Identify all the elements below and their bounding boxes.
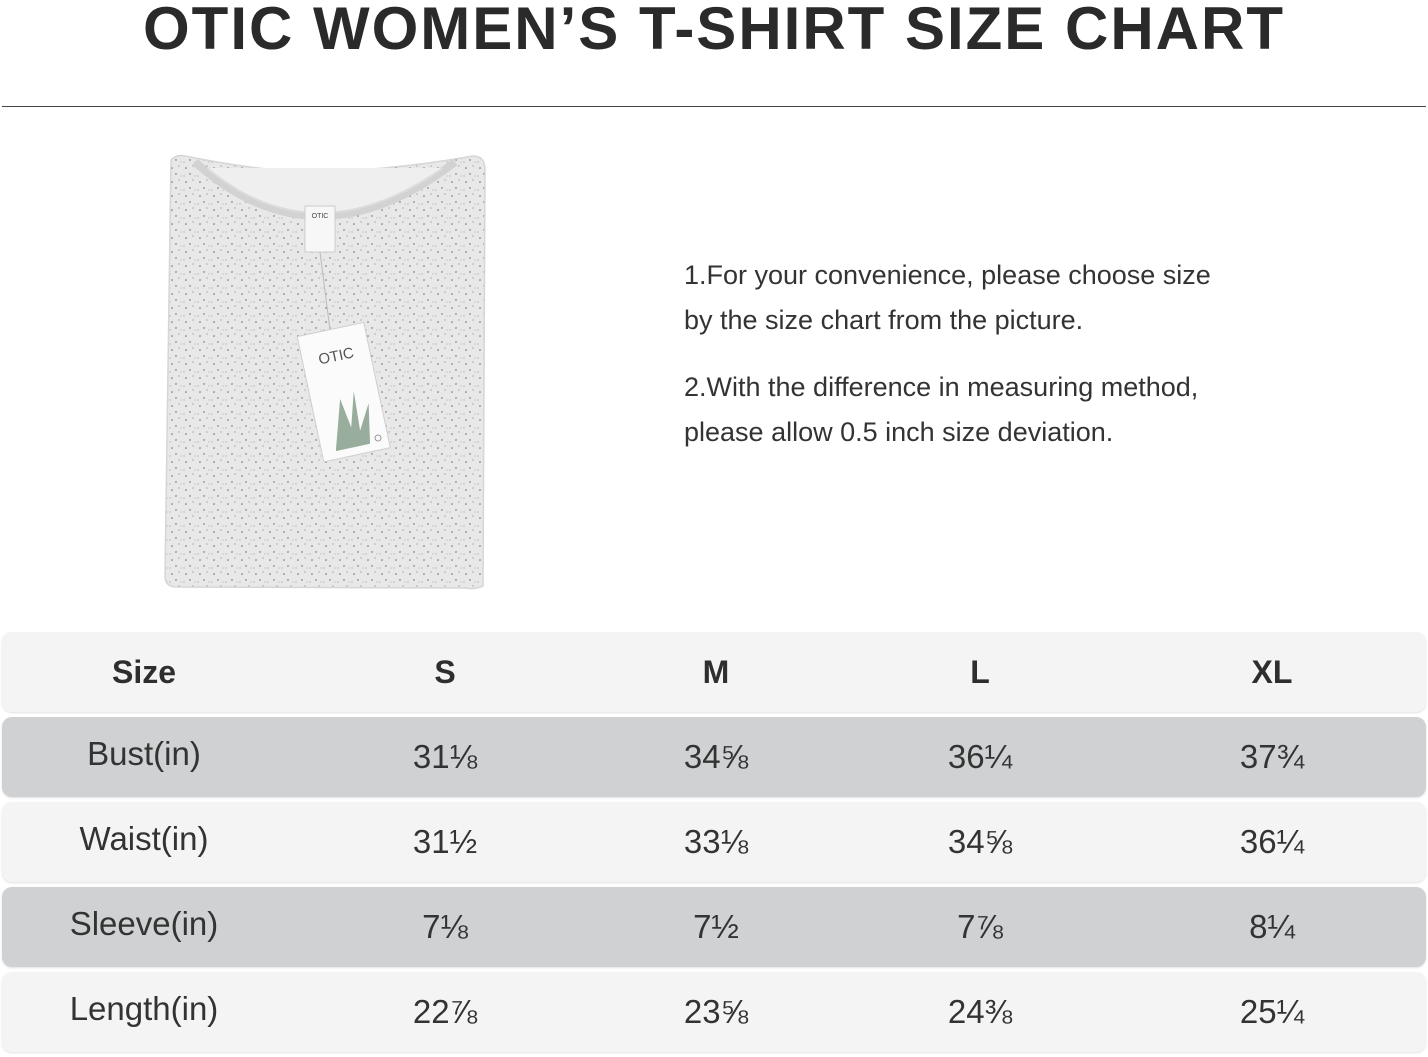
table-cell: 23⅝ [683,993,749,1030]
table-cell: 31⅛ [412,738,478,775]
table-header-row [2,632,1426,712]
table-cell: 7⅛ [422,908,468,945]
tshirt-illustration [155,150,495,595]
row-label: Sleeve(in) [69,905,219,942]
row-label: Bust(in) [87,735,201,772]
product-image [155,150,495,595]
table-cell: 8¼ [1249,908,1295,945]
table-cell: 34⅝ [947,823,1013,860]
table-cell: 7⅞ [957,908,1003,945]
header-cell-size: Size [111,654,177,690]
size-notes [684,253,1384,477]
table-row-bust [2,717,1426,797]
header-cell-l: L [970,654,990,690]
table-cell: 36¼ [947,738,1013,775]
table-cell: 34⅝ [683,738,749,775]
header-cell-xl: XL [1251,654,1293,690]
page-title: OTIC WOMEN’S T-SHIRT SIZE CHART [143,0,1285,62]
row-label: Waist(in) [79,820,209,857]
table-cell: 36¼ [1239,823,1305,860]
table-row-sleeve [2,887,1426,967]
table-cell: 25¼ [1239,993,1305,1030]
table-cell: 7½ [693,908,739,945]
neck-label-text: OTIC [311,213,329,220]
table-cell: 24⅜ [947,993,1013,1030]
hang-tag-text: OTIC [316,344,356,369]
header-cell-m: M [702,654,730,690]
table-cell: 31½ [412,823,478,860]
size-chart-table [2,632,1426,1057]
table-cell: 33⅛ [683,823,749,860]
row-label: Length(in) [69,990,219,1027]
table-cell: 37¾ [1239,738,1305,775]
header-cell-s: S [434,654,456,690]
table-cell: 22⅞ [412,993,478,1030]
table-row-length [2,972,1426,1052]
note-1: 1.For your convenience, please choose size by the size chart from the picture. [684,260,1211,335]
note-2: 2.With the difference in measuring method, please allow 0.5 inch size deviation. [684,372,1199,447]
title-divider [2,106,1426,107]
table-row-waist [2,802,1426,882]
